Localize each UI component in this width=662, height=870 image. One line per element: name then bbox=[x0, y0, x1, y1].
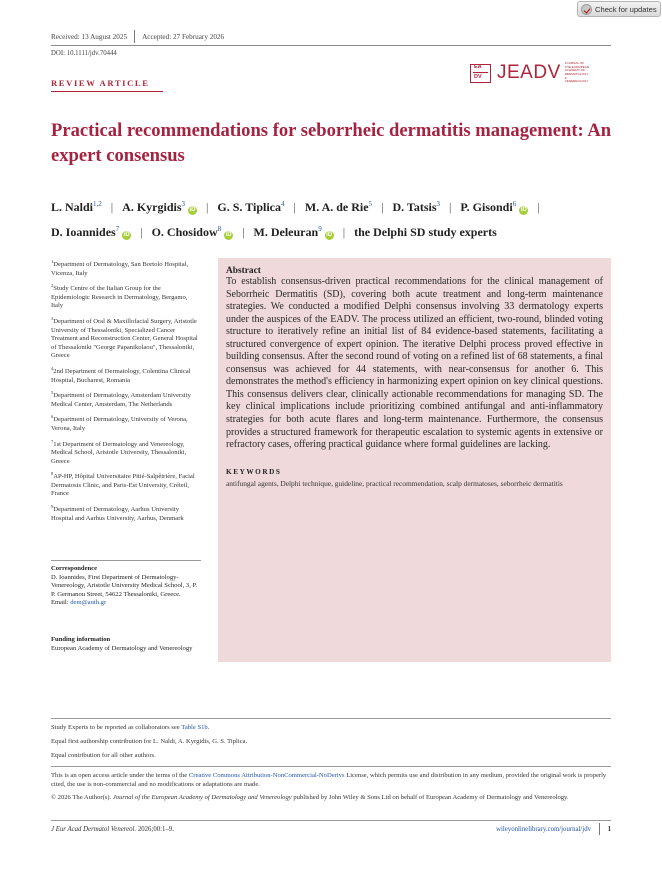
affiliation-item bbox=[51, 470, 201, 499]
author-affiliation-ref[interactable]: 3 bbox=[181, 200, 186, 208]
orcid-icon[interactable]: iD bbox=[520, 207, 527, 213]
author-affiliation-ref[interactable]: 3 bbox=[436, 200, 441, 208]
affiliation-text: 2nd Department of Dermatology, Colentina Clinical Hospital, Bucharest, Romania bbox=[51, 367, 191, 384]
keywords-text: antifungal agents, Delphi technique, guideline, practical recommendation, scalp dermatoses, seborrheic dermatitis bbox=[226, 478, 563, 488]
abstract-text: To establish consensus-driven practical recommendations for the clinical management of Seborrheic Dermatitis (SD), covering both acute treatment and long-term maintenance strategies. We conducted a modified Delphi consensus involving 33 dermatology experts under the auspices of the EADV. The process utilized an efficient, two-round, blinded voting structure to iteratively refine an initial list of 84 evidence-based statements, facilitating a structured convergence of expert opinion. The iterative Delphi process proved effective in building consensus. After the second round of voting on a refined list of 68 statements, a final consensus was achieved for 44 statements, with near-consensus for another 6. This demonstrates the method's efficiency in harmonizing expert opinion on key clinical questions. This consensus delivers clear, clinically actionable recommendations for managing SD. The key clinical implications include prioritizing combined antifungal and anti-inflammatory strategies for both acute flares and long-term maintenance. Furthermore, the consensus provides a structured framework for therapeutic escalation to systemic agents in extensive or refractory cases, offering practical guidance where formal guidelines are lacking. bbox=[226, 276, 603, 451]
author bbox=[51, 193, 102, 218]
author-separator: | bbox=[206, 200, 209, 214]
correspondence-heading: Correspondence bbox=[51, 565, 98, 572]
affiliation-text: Study Centre of the Italian Group for the Epidemiologic Research in Dermatology, Bergamo, Italy bbox=[51, 285, 188, 310]
check-for-updates-button[interactable] bbox=[577, 1, 661, 17]
author-separator: | bbox=[342, 225, 346, 239]
author bbox=[152, 218, 234, 243]
author-separator: | bbox=[242, 225, 245, 239]
article-title: Practical recommendations for seborrheic dermatitis management: An expert consensus bbox=[51, 120, 612, 166]
header-rule bbox=[51, 45, 611, 46]
author-affiliation-ref[interactable]: 8 bbox=[217, 225, 222, 233]
footnote-equal-first: Equal first authorship contribution for L. Naldi, A. Kyrgidis, G. S. Tiplica. bbox=[51, 738, 248, 745]
email-link[interactable]: dem@auth.gr bbox=[70, 599, 107, 607]
affiliation-text: Department of Dermatology, San Bortolo Hospital, Vicenza, Italy bbox=[51, 261, 189, 277]
eadv-mark-icon: EA DV bbox=[470, 64, 491, 83]
license-text: This is an open access article under the terms of the Creative Commons Attribution-NonCommercial-NoDerivs License, which permits use and distribution in any medium, provided the original work is properly cited, the use is non-commercial and no modifications or adaptations are made. bbox=[51, 772, 607, 788]
author bbox=[392, 193, 440, 218]
author-name: M. A. de Rie bbox=[304, 200, 369, 214]
doi[interactable]: DOI: 10.1111/jdv.70444 bbox=[51, 50, 117, 57]
affiliation-text: Department of Dermatology, University of Verona, Verona, Italy bbox=[51, 416, 188, 432]
affiliation-text: Department of Oral & Maxillofacial Surgery, Aristotle University of Thessaloniki, Specialized Cancer Treatment and Reconstruction Center, General Hospital of Thessaloniki "George Papanikolaou", Thessaloniki, Greece bbox=[51, 317, 198, 360]
author-name: M. Deleuran bbox=[253, 225, 319, 239]
affiliation-item bbox=[51, 413, 201, 433]
orcid-icon[interactable]: iD bbox=[225, 232, 232, 238]
affiliations bbox=[51, 258, 201, 527]
correspondence-rule bbox=[51, 560, 201, 561]
affiliation-number: 5 bbox=[51, 390, 54, 396]
abstract-heading: Abstract bbox=[226, 266, 261, 276]
correspondence-text: D. Ioannides, First Department of Dermatology-Venereology, Aristotle University Medical School, 3, P. P. Germanou Street, 54622 Thessaloniki, Greece. bbox=[51, 573, 198, 598]
author-separator: | bbox=[293, 200, 296, 214]
jeadv-logo bbox=[470, 62, 591, 84]
affiliation-item bbox=[51, 315, 201, 361]
table-s1b-link[interactable]: Table S1b bbox=[181, 724, 208, 731]
date-divider bbox=[134, 30, 135, 43]
affiliation-number: 9 bbox=[51, 504, 54, 510]
page-divider bbox=[599, 823, 600, 835]
received-date: Received: 13 August 2025 bbox=[51, 33, 128, 41]
footnote-equal-all: Equal contribution for all other authors. bbox=[51, 752, 156, 759]
affiliation-item bbox=[51, 258, 201, 278]
affiliation-number: 1 bbox=[51, 259, 54, 264]
affiliation-number: 2 bbox=[51, 283, 54, 289]
author-separator: | bbox=[110, 200, 114, 214]
logo-subtitle: JOURNAL OF THE EUROPEAN ACADEMY OF DERMATOLOGY & VENEREOLOGY bbox=[564, 61, 590, 84]
journal-url-link[interactable]: wileyonlinelibrary.com/journal/jdv bbox=[496, 826, 591, 833]
affiliation-number: 8 bbox=[51, 471, 54, 477]
author-name: L. Naldi bbox=[51, 200, 94, 214]
affiliation-number: 3 bbox=[51, 315, 54, 321]
affiliation-text: Department of Dermatology, Aarhus University Hospital and Aarhus University, Aarhus, Denmark bbox=[51, 506, 184, 522]
affiliation-item bbox=[51, 282, 201, 311]
author-affiliation-ref[interactable]: 5 bbox=[368, 200, 373, 208]
check-updates-icon bbox=[581, 4, 592, 15]
correspondence bbox=[51, 565, 201, 608]
affiliation-item bbox=[51, 389, 201, 409]
orcid-icon[interactable]: iD bbox=[123, 232, 130, 238]
author-list bbox=[51, 193, 621, 243]
check-updates-label: Check for updates bbox=[595, 4, 657, 14]
abstract-box bbox=[218, 258, 611, 662]
author-affiliation-ref[interactable]: 6 bbox=[512, 200, 517, 208]
logo-text: JEADV bbox=[497, 62, 561, 83]
author-name: O. Chosidow bbox=[151, 225, 218, 239]
article-dates bbox=[51, 33, 224, 43]
email-label: Email: bbox=[51, 599, 71, 607]
affiliation-text: Department of Dermatology, Amsterdam University Medical Center, Amsterdam, The Netherlands bbox=[51, 392, 191, 408]
author-affiliation-ref[interactable]: 9 bbox=[318, 225, 322, 233]
author bbox=[122, 193, 197, 218]
author-name: G. S. Tiplica bbox=[217, 200, 282, 214]
footnote-rule bbox=[51, 718, 611, 719]
author bbox=[354, 221, 497, 243]
author-name: P. Gisondi bbox=[460, 200, 513, 214]
article-type: REVIEW ARTICLE bbox=[51, 78, 150, 88]
license-rule bbox=[51, 766, 611, 767]
affiliation-number: 6 bbox=[51, 414, 54, 420]
author-separator: | bbox=[381, 200, 384, 214]
author-name: A. Kyrgidis bbox=[122, 200, 182, 214]
copyright-text: © 2026 The Author(s). Journal of the European Academy of Dermatology and Venereology published by John Wiley & Sons Ltd on behalf of European Academy of Dermatology and Venereology. bbox=[51, 794, 569, 801]
author bbox=[305, 193, 372, 218]
orcid-icon[interactable]: iD bbox=[326, 232, 333, 238]
footnote-study-experts: Study Experts to be reported as collaborators see Table S1b. bbox=[51, 724, 210, 731]
keywords-heading: KEYWORDS bbox=[226, 467, 282, 476]
cc-license-link[interactable]: Creative Commons Attribution-NonCommercial-NoDerivs bbox=[188, 772, 345, 779]
author-separator: | bbox=[537, 200, 540, 214]
author-separator: | bbox=[140, 225, 143, 239]
article-type-underline bbox=[51, 91, 163, 92]
page-number: 1 bbox=[607, 826, 611, 833]
affiliation-item bbox=[51, 438, 201, 467]
author-name: the Delphi SD study experts bbox=[354, 225, 497, 239]
footer-rule bbox=[51, 820, 611, 821]
funding-text: European Academy of Dermatology and Venereology bbox=[51, 644, 193, 652]
author-separator: | bbox=[449, 200, 452, 214]
affiliation-item bbox=[51, 503, 201, 523]
affiliation-number: 7 bbox=[51, 438, 54, 444]
affiliation-text: 1st Department of Dermatology and Venereology, Medical School, Aristotle University, Thessaloniki, Greece bbox=[51, 440, 187, 465]
author-name: D. Ioannides bbox=[51, 225, 116, 239]
author-affiliation-ref[interactable]: 4 bbox=[281, 200, 285, 208]
funding bbox=[51, 636, 201, 653]
accepted-date: Accepted: 27 February 2026 bbox=[142, 33, 225, 41]
affiliation-text: AP-HP, Hôpital Universitaire Pitié-Salpêtrière, Facial Dermatosis Clinic, and Paris-Est University, Créteil, France bbox=[51, 473, 195, 498]
author bbox=[460, 193, 528, 218]
journal-citation: J Eur Acad Dermatol Venereol. 2026;00:1–9. bbox=[51, 826, 174, 833]
author-affiliation-ref[interactable]: 1,2 bbox=[93, 200, 102, 208]
author bbox=[217, 193, 284, 218]
author-affiliation-ref[interactable]: 7 bbox=[115, 225, 120, 233]
orcid-icon[interactable]: iD bbox=[189, 207, 196, 213]
affiliation-number: 4 bbox=[51, 365, 54, 371]
author-name: D. Tatsis bbox=[392, 200, 437, 214]
author bbox=[51, 218, 131, 243]
funding-heading: Funding information bbox=[51, 636, 111, 643]
author bbox=[254, 218, 334, 243]
affiliation-item bbox=[51, 365, 201, 385]
